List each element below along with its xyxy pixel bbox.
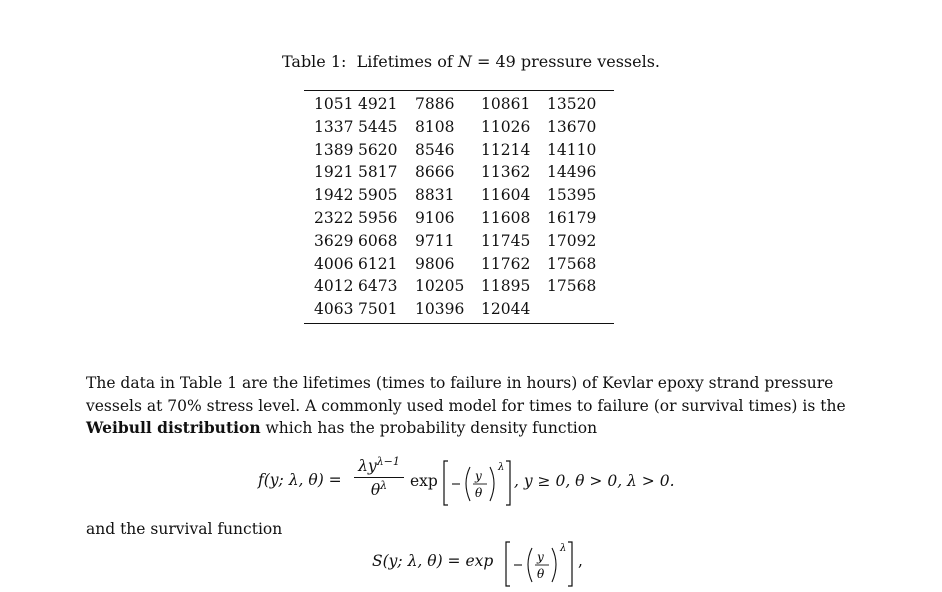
table-cell: 11026 (481, 117, 531, 136)
table-cell: 1051 (314, 95, 354, 113)
table-row (304, 116, 607, 139)
survival-equation (372, 538, 612, 592)
table-cell: 11608 (481, 208, 531, 227)
table-row (304, 161, 607, 184)
table-cell: 4012 (314, 277, 354, 296)
table-cell: 15395 (547, 186, 597, 205)
caption-label: Table 1: (281, 52, 347, 71)
table-cell: 17568 (547, 254, 597, 273)
table-cell: 4921 (358, 95, 398, 113)
pdf-equation (258, 455, 718, 509)
pdf-lhs: f(y; λ, θ) = (258, 471, 342, 489)
caption-text-pre: Lifetimes of (356, 52, 453, 71)
caption-var: N (457, 52, 472, 71)
table-cell: 10396 (415, 300, 465, 319)
table-cell: 8108 (415, 117, 455, 136)
lifetimes-table (304, 90, 614, 324)
table-cell: 14110 (547, 140, 597, 159)
table-caption (0, 52, 942, 71)
table-row (304, 275, 607, 298)
table-row (304, 139, 607, 162)
table-cell: 1921 (314, 163, 354, 182)
table-cell (547, 298, 607, 321)
para-line-3: which has the probability density function (260, 419, 598, 438)
table-cell: 7501 (358, 300, 398, 319)
table-cell: 6473 (358, 277, 398, 296)
svg-text:θ: θ (475, 486, 483, 500)
table-cell: 17092 (547, 231, 597, 250)
svg-text:θ: θ (537, 567, 545, 581)
svg-text:λ: λ (498, 462, 505, 473)
table-cell: 1942 (314, 186, 354, 205)
table-cell: 6068 (358, 231, 398, 250)
table-cell: 1337 (314, 117, 354, 136)
table-cell: 11895 (481, 277, 531, 296)
table-cell: 4006 (314, 254, 354, 273)
pdf-numerator: $\lambda y^{\lambda-1}$ (354, 455, 404, 478)
table-cell: 5445 (358, 117, 398, 136)
table-body (304, 93, 607, 321)
table-cell: 14496 (547, 163, 597, 182)
table-cell: 12044 (481, 300, 531, 319)
pdf-conditions: , y ≥ 0, θ > 0, λ > 0. (514, 472, 675, 490)
table-cell: 13520 (547, 95, 597, 113)
table-cell: 2322 (314, 208, 354, 227)
table-cell: 5905 (358, 186, 398, 205)
table-cell: 9106 (415, 208, 455, 227)
pdf-denominator: $\theta^\lambda$ (370, 479, 388, 500)
table-cell: 1389 (314, 140, 354, 159)
table-row (304, 207, 607, 230)
svg-text:y: y (537, 550, 544, 564)
table-cell: 5817 (358, 163, 398, 182)
table-row (304, 184, 607, 207)
table-row (304, 298, 607, 321)
table-cell: 6121 (358, 254, 398, 273)
svg-text:y: y (475, 469, 482, 483)
table-cell: 9711 (415, 231, 455, 250)
table-cell: 11362 (481, 163, 531, 182)
caption-count: 49 (495, 52, 516, 71)
table-cell: 13670 (547, 117, 597, 136)
para-line-1: The data in Table 1 are the lifetimes (times to failure in hours) of Kevlar epoxy strand pressure (86, 374, 834, 392)
para-line-2: vessels at 70% stress level. A commonly used model for times to failure (or survival times) is the (86, 396, 846, 415)
table-cell: 5620 (358, 140, 398, 159)
table-cell: 10861 (481, 95, 531, 113)
table-cell: 16179 (547, 208, 597, 227)
table-cell: 8546 (415, 140, 455, 159)
caption-text-post: pressure vessels. (520, 52, 661, 71)
survival-lhs: S(y; λ, θ) = exp (372, 552, 494, 570)
survival-tail: , (578, 552, 583, 570)
body-paragraph (86, 372, 886, 440)
table-cell: 10205 (415, 277, 465, 296)
survival-bracket-expression (504, 538, 584, 590)
table-cell: 4063 (314, 300, 354, 319)
para-bold-term: Weibull distribution (86, 418, 261, 438)
table-row (304, 93, 607, 116)
table-cell: 8831 (415, 186, 455, 205)
table-cell: 9806 (415, 254, 455, 273)
table-cell: 5956 (358, 208, 398, 227)
table-row (304, 230, 607, 253)
table-cell: 11762 (481, 254, 531, 273)
pdf-exp: exp (410, 472, 438, 490)
caption-eq: = (476, 52, 491, 71)
svg-text:λ: λ (560, 543, 567, 554)
table-cell: 11214 (481, 140, 531, 159)
table-row (304, 253, 607, 276)
table-cell: 11745 (481, 231, 531, 250)
table-cell: 8666 (415, 163, 455, 182)
survival-label: and the survival function (86, 520, 283, 538)
table-cell: 11604 (481, 186, 531, 205)
table-cell: 17568 (547, 277, 597, 296)
table-cell: 3629 (314, 231, 354, 250)
table-cell: 7886 (415, 95, 455, 113)
